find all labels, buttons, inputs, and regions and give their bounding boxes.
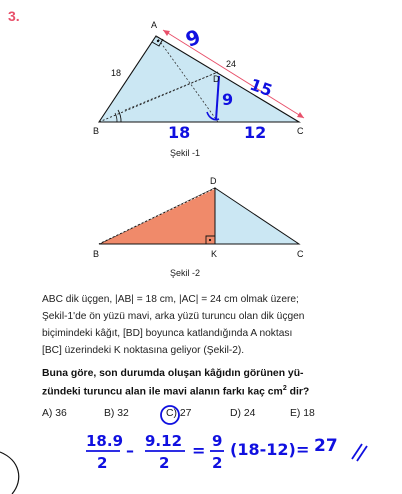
question-line: Buna göre, son durumda oluşan kâğıdın görünen yü- [42, 368, 304, 379]
hand-frac2-num: 9.12 [145, 432, 183, 450]
problem-text [42, 291, 377, 359]
hand-paren-expr: (18-12) [230, 440, 296, 459]
hand-minus: – [126, 441, 134, 460]
question-line-main: zündeki turuncu alan ile mavi alanın farkı kaç cm [42, 386, 283, 398]
choice-letter: D) [230, 408, 241, 419]
hand-equals-1: = [192, 441, 206, 460]
choice-letter: E) [290, 408, 301, 419]
blue-region [215, 188, 299, 244]
figure-1-caption: Şekil -1 [170, 148, 201, 158]
point-a-label: A [151, 20, 158, 30]
right-angle-dot-k [209, 239, 211, 241]
choice-value: 24 [243, 408, 256, 419]
point-d-label: D [213, 74, 220, 84]
question-line-2 [42, 381, 377, 399]
hand-side-dc: 15 [247, 74, 275, 101]
choice-c[interactable] [166, 408, 191, 419]
hand-frac1-num: 18.9 [86, 432, 124, 450]
question-text [42, 366, 377, 399]
hand-frac1-den: 2 [97, 454, 108, 472]
choice-letter: C) [166, 408, 177, 419]
fig2-point-b-label: B [93, 249, 100, 259]
ac-arrow-end [297, 112, 304, 118]
question-line-end: dir? [286, 386, 310, 398]
problem-line: ABC dik üçgen, |AB| = 18 cm, |AC| = 24 cm olmak üzere; [42, 294, 299, 305]
choice-letter: A) [42, 408, 53, 419]
choice-a[interactable] [42, 408, 67, 419]
ac-arrow-start [163, 30, 170, 36]
hand-frac2-den: 2 [159, 454, 170, 472]
choice-b[interactable] [104, 408, 129, 419]
question-number: 3. [8, 8, 20, 24]
point-b-label: B [93, 126, 100, 136]
hand-result: 27 [314, 436, 338, 456]
length-ab-label: 18 [111, 68, 122, 78]
problem-line: Şekil-1'de ön yüzü mavi, arka yüzü turuncu olan dik üçgen [42, 311, 305, 322]
result-slashes [352, 444, 367, 461]
hand-side-dk: 9 [222, 90, 234, 109]
hand-frac3-num: 9 [212, 432, 223, 450]
fig2-point-k-label: K [211, 249, 218, 259]
point-c-label: C [297, 126, 304, 136]
problem-line: biçimindeki kâğıt, [BD] boyunca katlandığında A noktası [42, 328, 293, 339]
figure-2 [99, 188, 299, 244]
choice-d[interactable] [230, 408, 255, 419]
question-superscript: 2 [282, 385, 287, 392]
choice-e[interactable] [290, 408, 315, 419]
hand-frac3-den: 2 [212, 454, 223, 472]
problem-line: [BC] üzerindeki K noktasına geliyor (Şekil-2). [42, 345, 245, 356]
length-ac-label: 24 [226, 59, 237, 69]
fig2-point-c-label: C [297, 249, 304, 259]
choice-value: 27 [179, 408, 192, 419]
fig2-point-d-label: D [210, 176, 217, 186]
page-edge-arc [0, 452, 19, 494]
right-angle-dot-a [157, 40, 159, 42]
choice-letter: B) [104, 408, 115, 419]
figure-2-caption: Şekil -2 [170, 268, 201, 278]
choice-value: 36 [55, 408, 67, 419]
hand-side-kc: 12 [244, 123, 267, 142]
choice-value: 18 [303, 408, 315, 419]
choice-value: 32 [117, 408, 129, 419]
hand-side-bk: 18 [168, 123, 191, 142]
hand-equals-2: = [296, 440, 310, 459]
hand-side-ad: 9 [182, 24, 204, 52]
